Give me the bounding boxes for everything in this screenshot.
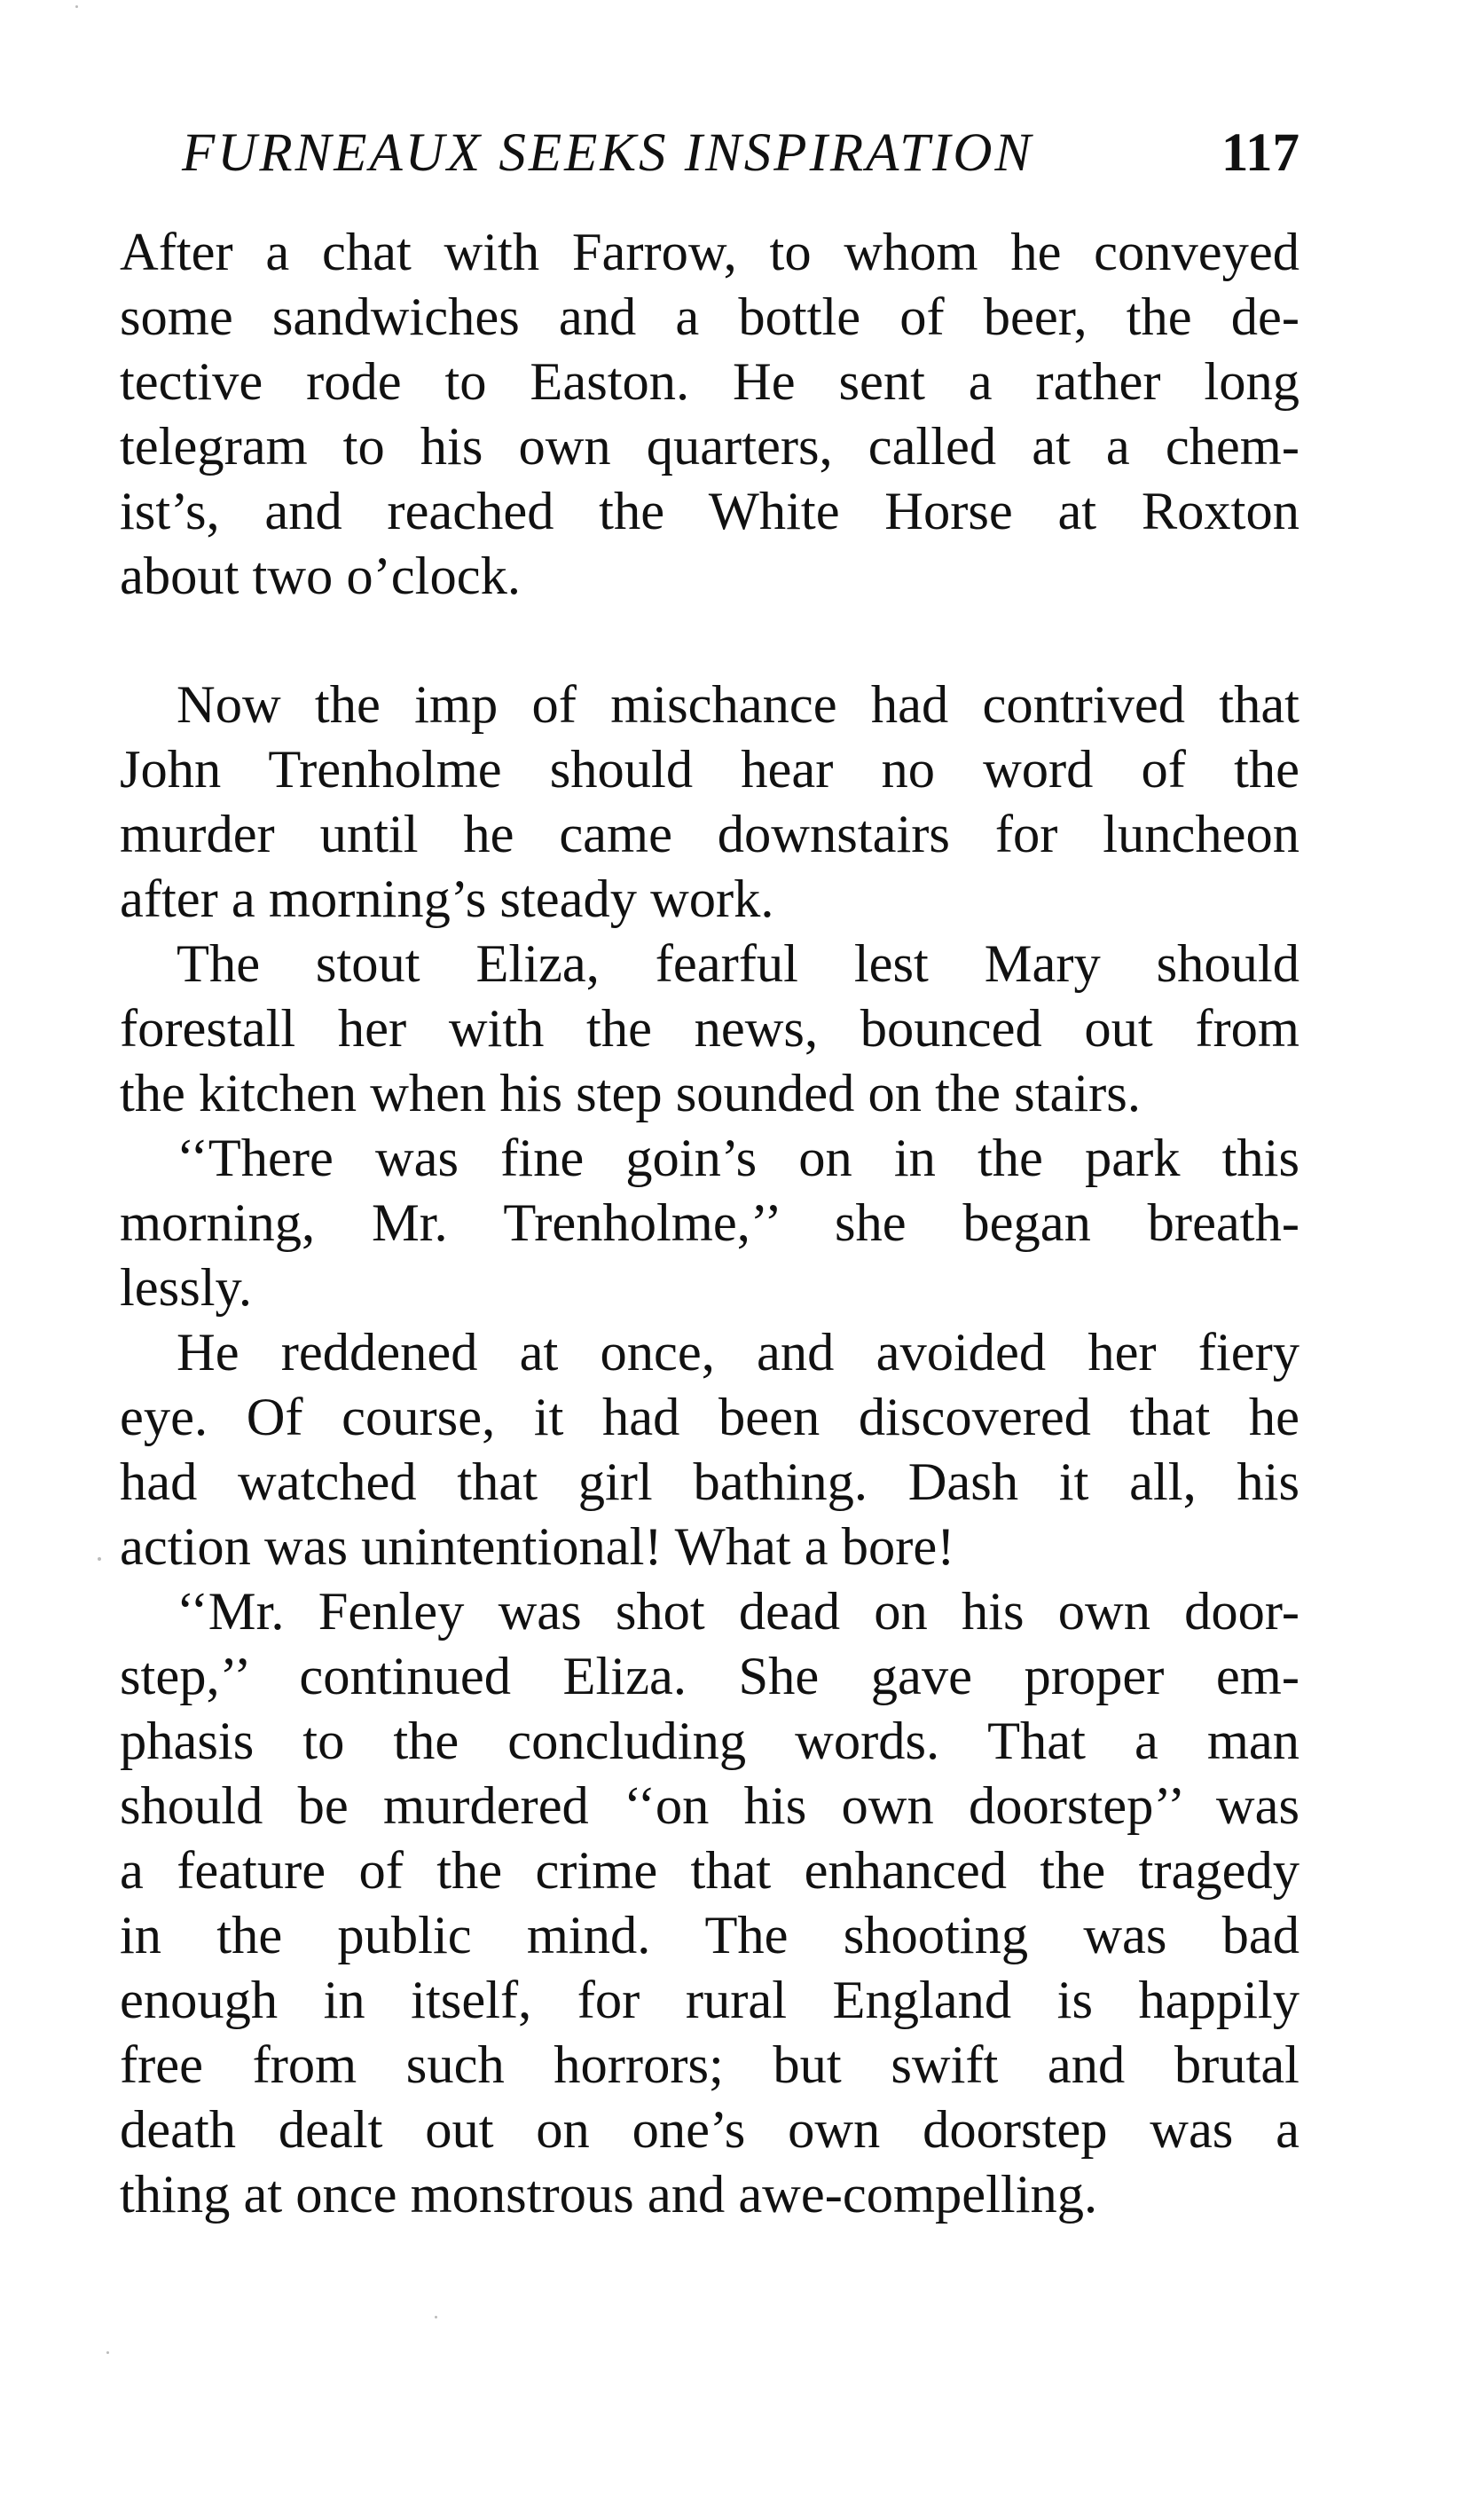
text-line: after a morning’s steady work. bbox=[120, 870, 774, 929]
running-head bbox=[120, 114, 1299, 193]
text-line: forestall her with the news, bounced out from bbox=[120, 999, 1299, 1059]
paragraph-farrow-chat bbox=[120, 220, 1299, 609]
text-line: murder until he came downstairs for luncheon bbox=[120, 805, 1299, 864]
paragraph-he-reddened bbox=[120, 1320, 1299, 1579]
text-line: death dealt out on one’s own doorstep was a bbox=[120, 2100, 1299, 2160]
running-title: FURNEAUX SEEKS INSPIRATION bbox=[182, 123, 1034, 183]
page-number: 117 bbox=[1221, 123, 1299, 183]
text-line: enough in itself, for rural England is happily bbox=[120, 1971, 1299, 2030]
text-line: thing at once monstrous and awe-compelling. bbox=[120, 2165, 1098, 2224]
scan-speck bbox=[106, 2351, 109, 2354]
body-text bbox=[120, 220, 1299, 2227]
text-line: some sandwiches and a bottle of beer, the de- bbox=[120, 287, 1299, 347]
text-line: in the public mind. The shooting was bad bbox=[120, 1906, 1299, 1965]
text-line: a feature of the crime that enhanced the tragedy bbox=[120, 1841, 1299, 1901]
text-line: the kitchen when his step sounded on the stairs. bbox=[120, 1064, 1141, 1123]
text-line: ‘‘Mr. Fenley was shot dead on his own door- bbox=[177, 1582, 1299, 1641]
paragraph-fine-goins-on bbox=[120, 1126, 1299, 1320]
text-line: The stout Eliza, fearful lest Mary should bbox=[177, 934, 1299, 994]
text-line: John Trenholme should hear no word of the bbox=[120, 740, 1299, 799]
text-line: step,’’ continued Eliza. She gave proper em- bbox=[120, 1647, 1299, 1706]
scan-speck bbox=[435, 2316, 437, 2318]
text-line: lessly. bbox=[120, 1258, 253, 1318]
scan-speck bbox=[98, 1557, 101, 1561]
paragraph-imp-of-mischance bbox=[120, 673, 1299, 932]
text-line: Now the imp of mischance had contrived that bbox=[177, 675, 1299, 735]
text-line: ist’s, and reached the White Horse at Roxton bbox=[120, 482, 1299, 541]
paragraph-fenley-shot bbox=[120, 1579, 1299, 2227]
text-line: After a chat with Farrow, to whom he conveyed bbox=[120, 223, 1299, 282]
text-line: morning, Mr. Trenholme,’’ she began breath- bbox=[120, 1193, 1299, 1253]
text-line: telegram to his own quarters, called at a chem- bbox=[120, 417, 1299, 476]
paragraph-stout-eliza bbox=[120, 932, 1299, 1126]
text-line: action was unintentional! What a bore! bbox=[120, 1517, 955, 1577]
text-line: ‘‘There was fine goin’s on in the park this bbox=[177, 1129, 1299, 1188]
text-line: free from such horrors; but swift and brutal bbox=[120, 2035, 1299, 2095]
text-line: should be murdered ‘‘on his own doorstep’’ was bbox=[120, 1776, 1299, 1836]
text-line: eye. Of course, it had been discovered that he bbox=[120, 1388, 1299, 1447]
section-break bbox=[120, 609, 1299, 673]
text-line: He reddened at once, and avoided her fiery bbox=[177, 1323, 1299, 1382]
text-line: tective rode to Easton. He sent a rather long bbox=[120, 352, 1299, 412]
text-line: had watched that girl bathing. Dash it all, his bbox=[120, 1452, 1299, 1512]
text-line: phasis to the concluding words. That a man bbox=[120, 1712, 1299, 1771]
scan-speck bbox=[75, 5, 78, 8]
text-line: about two o’clock. bbox=[120, 547, 521, 606]
